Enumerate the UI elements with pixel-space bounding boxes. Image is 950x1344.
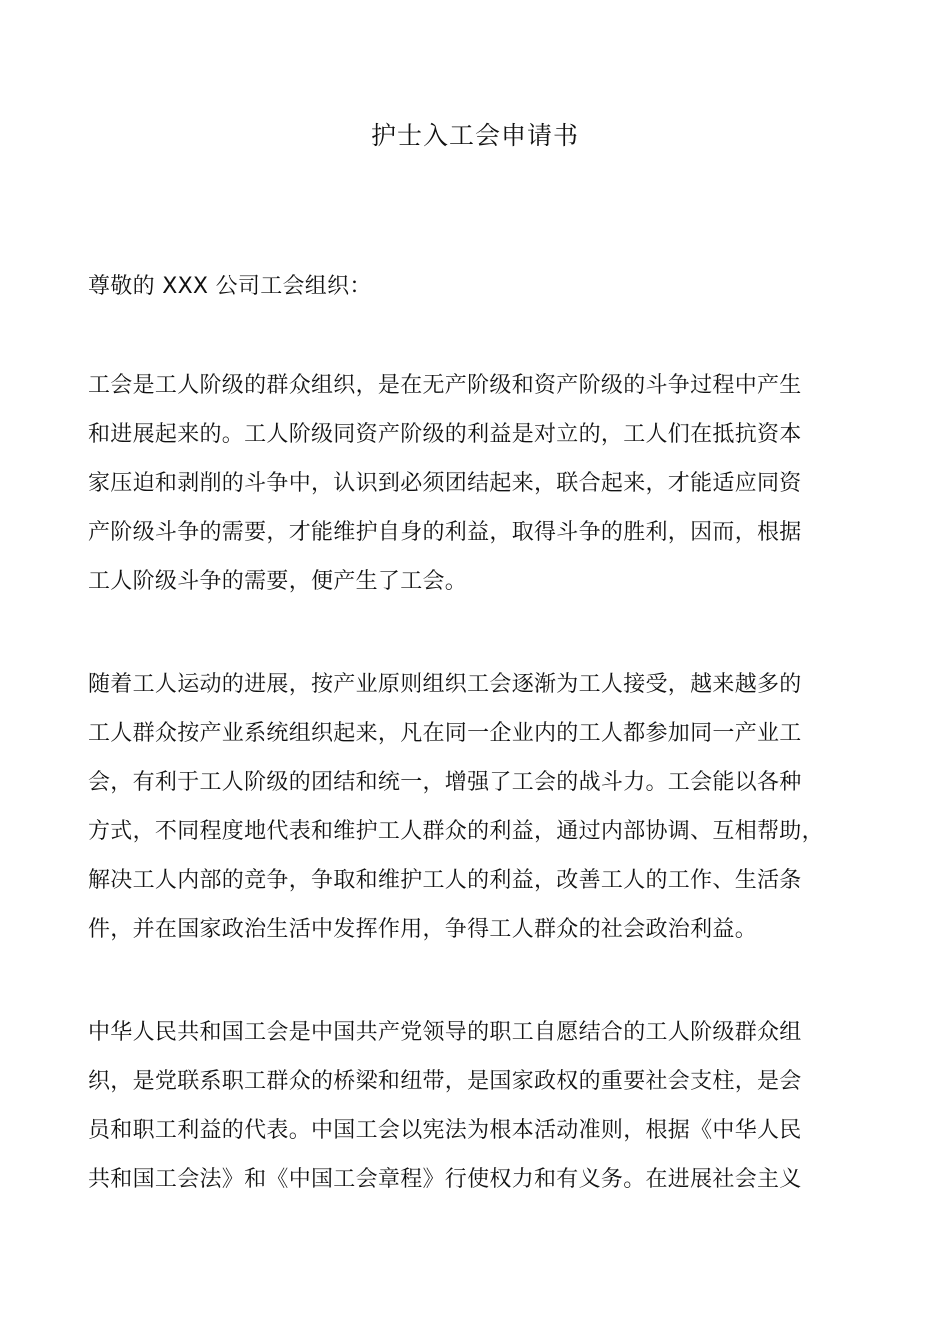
paragraph-line: 员和职工利益的代表。中国工会以宪法为根本活动准则，根据《中华人民 bbox=[88, 1118, 802, 1143]
paragraph-line: 中华人民共和国工会是中国共产党领导的职工自愿结合的工人阶级群众组 bbox=[88, 1020, 802, 1045]
paragraph-line: 解决工人内部的竞争，争取和维护工人的利益，改善工人的工作、生活条 bbox=[88, 868, 802, 893]
paragraph-line: 工人阶级斗争的需要，便产生了工会。 bbox=[88, 569, 468, 594]
paragraph-line: 共和国工会法》和《中国工会章程》行使权力和有义务。在进展社会主义 bbox=[88, 1167, 802, 1192]
paragraph-line: 家压迫和剥削的斗争中，认识到必须团结起来，联合起来，才能适应同资 bbox=[88, 471, 802, 496]
paragraph-line: 会，有利于工人阶级的团结和统一，增强了工会的战斗力。工会能以各种 bbox=[88, 770, 802, 795]
paragraph-line: 件，并在国家政治生活中发挥作用，争得工人群众的社会政治利益。 bbox=[88, 917, 758, 942]
paragraph-line: 随着工人运动的进展，按产业原则组织工会逐渐为工人接受，越来越多的 bbox=[88, 672, 802, 697]
paragraph-3 bbox=[88, 1008, 888, 1204]
paragraph-line: 产阶级斗争的需要，才能维护自身的利益，取得斗争的胜利，因而，根据 bbox=[88, 520, 802, 545]
paragraph-line: 方式，不同程度地代表和维护工人群众的利益，通过内部协调、互相帮助， bbox=[88, 819, 824, 844]
paragraph-line: 工人群众按产业系统组织起来，凡在同一企业内的工人都参加同一产业工 bbox=[88, 721, 802, 746]
paragraph-line: 和进展起来的。工人阶级同资产阶级的利益是对立的，工人们在抵抗资本 bbox=[88, 422, 802, 447]
paragraph-2 bbox=[88, 660, 888, 954]
document-title: 护士入工会申请书 bbox=[370, 121, 579, 150]
paragraph-1 bbox=[88, 361, 888, 606]
paragraph-line: 工会是工人阶级的群众组织，是在无产阶级和资产阶级的斗争过程中产生 bbox=[88, 373, 802, 398]
salutation-line: 尊敬的 XXX 公司工会组织： bbox=[88, 274, 372, 299]
paragraph-line: 织，是党联系职工群众的桥梁和纽带，是国家政权的重要社会支柱，是会 bbox=[88, 1069, 802, 1094]
salutation bbox=[88, 262, 888, 311]
